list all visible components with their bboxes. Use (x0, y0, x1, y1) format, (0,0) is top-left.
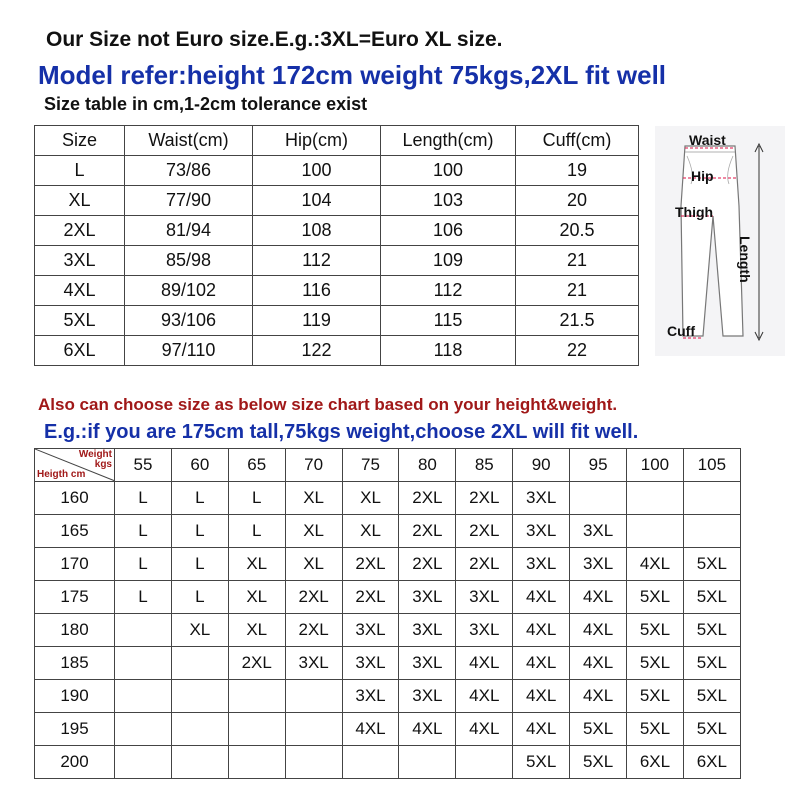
height-cell: 170 (35, 548, 115, 581)
recommended-size-cell (627, 515, 684, 548)
height-weight-body (35, 482, 741, 779)
recommended-size-cell: 5XL (627, 680, 684, 713)
recommended-size-cell: XL (285, 548, 342, 581)
size-cell: 97/110 (125, 336, 253, 366)
recommended-size-cell: 2XL (399, 548, 456, 581)
height-weight-example: E.g.:if you are 175cm tall,75kgs weight,choose 2XL will fit well. (44, 421, 639, 443)
size-row (35, 156, 639, 186)
recommended-size-cell: 3XL (570, 515, 627, 548)
recommended-size-cell: 5XL (683, 581, 740, 614)
recommended-size-cell: 2XL (342, 581, 399, 614)
recommended-size-cell (171, 647, 228, 680)
height-row (35, 713, 741, 746)
recommended-size-cell: 5XL (627, 713, 684, 746)
size-cell: 5XL (35, 306, 125, 336)
weight-header-row (35, 449, 741, 482)
recommended-size-cell (115, 614, 172, 647)
recommended-size-cell (456, 746, 513, 779)
recommended-size-cell: 3XL (570, 548, 627, 581)
height-row (35, 515, 741, 548)
size-cell: 81/94 (125, 216, 253, 246)
recommended-size-cell (115, 746, 172, 779)
weight-header-cell: 105 (683, 449, 740, 482)
recommended-size-cell (285, 746, 342, 779)
corner-cell (35, 449, 115, 482)
size-cell: 106 (381, 216, 516, 246)
recommended-size-cell (228, 746, 285, 779)
model-reference: Model refer:height 172cm weight 75kgs,2XL fit well (38, 60, 667, 90)
size-cell: 4XL (35, 276, 125, 306)
recommended-size-cell: 2XL (342, 548, 399, 581)
size-cell: 21.5 (516, 306, 639, 336)
recommended-size-cell (570, 482, 627, 515)
recommended-size-cell: XL (228, 614, 285, 647)
recommended-size-cell: XL (342, 482, 399, 515)
size-cell: 112 (253, 246, 381, 276)
recommended-size-cell: XL (342, 515, 399, 548)
recommended-size-cell: 3XL (399, 581, 456, 614)
height-cell: 195 (35, 713, 115, 746)
recommended-size-cell: 4XL (513, 614, 570, 647)
thigh-label: Thigh (675, 204, 714, 220)
recommended-size-cell: 5XL (570, 746, 627, 779)
recommended-size-cell: 5XL (627, 581, 684, 614)
height-cell: 180 (35, 614, 115, 647)
weight-header-cell: 75 (342, 449, 399, 482)
recommended-size-cell: 3XL (456, 614, 513, 647)
recommended-size-cell: 5XL (570, 713, 627, 746)
recommended-size-cell: 4XL (456, 713, 513, 746)
recommended-size-cell: L (171, 581, 228, 614)
recommended-size-cell: XL (285, 515, 342, 548)
size-table-body (35, 156, 639, 366)
recommended-size-cell: 5XL (513, 746, 570, 779)
waist-label: Waist (689, 132, 726, 148)
weight-header-cell: 70 (285, 449, 342, 482)
size-cell: 21 (516, 246, 639, 276)
size-cell: 19 (516, 156, 639, 186)
recommended-size-cell: XL (171, 614, 228, 647)
size-note: Our Size not Euro size.E.g.:3XL=Euro XL size. (46, 28, 503, 51)
pants-diagram (655, 126, 785, 356)
size-cell: 115 (381, 306, 516, 336)
size-cell: 22 (516, 336, 639, 366)
height-cell: 190 (35, 680, 115, 713)
size-cell: 20 (516, 186, 639, 216)
weight-header-cell: 95 (570, 449, 627, 482)
recommended-size-cell (171, 746, 228, 779)
recommended-size-cell: 2XL (456, 515, 513, 548)
recommended-size-cell (115, 647, 172, 680)
recommended-size-cell (285, 680, 342, 713)
recommended-size-cell (115, 680, 172, 713)
recommended-size-cell: 3XL (399, 614, 456, 647)
recommended-size-cell: 5XL (683, 614, 740, 647)
size-table-header-row (35, 126, 639, 156)
recommended-size-cell: 3XL (456, 581, 513, 614)
recommended-size-cell: 5XL (683, 713, 740, 746)
size-row (35, 276, 639, 306)
size-cell: 6XL (35, 336, 125, 366)
recommended-size-cell: 6XL (627, 746, 684, 779)
recommended-size-cell: L (171, 548, 228, 581)
size-cell: XL (35, 186, 125, 216)
recommended-size-cell: L (228, 515, 285, 548)
weight-header-cell: 65 (228, 449, 285, 482)
size-cell: 122 (253, 336, 381, 366)
recommended-size-cell: 5XL (627, 647, 684, 680)
recommended-size-cell: 5XL (683, 680, 740, 713)
size-cell: 20.5 (516, 216, 639, 246)
recommended-size-cell: 4XL (570, 680, 627, 713)
recommended-size-cell (115, 713, 172, 746)
size-row (35, 306, 639, 336)
recommended-size-cell: 4XL (342, 713, 399, 746)
height-cell: 160 (35, 482, 115, 515)
weight-header-cell: 80 (399, 449, 456, 482)
recommended-size-cell: 2XL (228, 647, 285, 680)
length-col-header: Length(cm) (381, 126, 516, 156)
recommended-size-cell: L (115, 482, 172, 515)
recommended-size-cell (171, 680, 228, 713)
recommended-size-cell: 3XL (513, 515, 570, 548)
recommended-size-cell: L (115, 515, 172, 548)
height-weight-table (34, 448, 741, 779)
recommended-size-cell: L (228, 482, 285, 515)
recommended-size-cell: 4XL (513, 647, 570, 680)
recommended-size-cell (399, 746, 456, 779)
recommended-size-cell: 3XL (342, 680, 399, 713)
recommended-size-cell (171, 713, 228, 746)
hip-label: Hip (691, 168, 714, 184)
recommended-size-cell: 3XL (513, 482, 570, 515)
recommended-size-cell (683, 482, 740, 515)
height-row (35, 614, 741, 647)
size-col-header: Size (35, 126, 125, 156)
height-row (35, 746, 741, 779)
recommended-size-cell: 3XL (342, 647, 399, 680)
hip-col-header: Hip(cm) (253, 126, 381, 156)
weight-header-cell: 60 (171, 449, 228, 482)
recommended-size-cell: 3XL (399, 647, 456, 680)
recommended-size-cell: L (115, 548, 172, 581)
size-cell: 103 (381, 186, 516, 216)
size-cell: 108 (253, 216, 381, 246)
height-axis-label: Heigth cm (37, 469, 86, 480)
recommended-size-cell: 2XL (285, 614, 342, 647)
size-row (35, 216, 639, 246)
recommended-size-cell: L (171, 515, 228, 548)
size-cell: 89/102 (125, 276, 253, 306)
weight-axis-label: Weight kgs (78, 449, 112, 470)
height-row (35, 548, 741, 581)
size-cell: 93/106 (125, 306, 253, 336)
recommended-size-cell: 4XL (513, 713, 570, 746)
size-cell: 116 (253, 276, 381, 306)
recommended-size-cell: 4XL (513, 581, 570, 614)
cuff-label: Cuff (667, 323, 695, 339)
size-row (35, 246, 639, 276)
size-cell: 100 (381, 156, 516, 186)
size-cell: 3XL (35, 246, 125, 276)
size-cell: 2XL (35, 216, 125, 246)
recommended-size-cell: 2XL (399, 482, 456, 515)
height-row (35, 581, 741, 614)
height-cell: 185 (35, 647, 115, 680)
size-cell: 100 (253, 156, 381, 186)
recommended-size-cell: 2XL (456, 482, 513, 515)
recommended-size-cell: 3XL (342, 614, 399, 647)
length-label: Length (737, 236, 753, 283)
recommended-size-cell: 5XL (627, 614, 684, 647)
height-weight-note: Also can choose size as below size chart based on your height&weight. (38, 395, 618, 414)
height-cell: 200 (35, 746, 115, 779)
height-row (35, 680, 741, 713)
recommended-size-cell (285, 713, 342, 746)
recommended-size-cell: 5XL (683, 548, 740, 581)
recommended-size-cell: 3XL (285, 647, 342, 680)
recommended-size-cell: 5XL (683, 647, 740, 680)
size-cell: 112 (381, 276, 516, 306)
recommended-size-cell: 4XL (570, 581, 627, 614)
size-cell: 21 (516, 276, 639, 306)
size-cell: L (35, 156, 125, 186)
recommended-size-cell: 4XL (570, 647, 627, 680)
recommended-size-cell: 4XL (513, 680, 570, 713)
size-cell: 109 (381, 246, 516, 276)
recommended-size-cell (228, 680, 285, 713)
recommended-size-cell: 4XL (627, 548, 684, 581)
recommended-size-cell (683, 515, 740, 548)
weight-header-cell: 55 (115, 449, 172, 482)
size-row (35, 336, 639, 366)
recommended-size-cell: 3XL (399, 680, 456, 713)
height-row (35, 647, 741, 680)
size-cell: 77/90 (125, 186, 253, 216)
recommended-size-cell: L (171, 482, 228, 515)
recommended-size-cell: XL (285, 482, 342, 515)
size-cell: 73/86 (125, 156, 253, 186)
height-row (35, 482, 741, 515)
size-row (35, 186, 639, 216)
weight-header-cell: 100 (627, 449, 684, 482)
height-cell: 175 (35, 581, 115, 614)
size-cell: 104 (253, 186, 381, 216)
size-table (34, 125, 639, 366)
recommended-size-cell: 2XL (399, 515, 456, 548)
recommended-size-cell: L (115, 581, 172, 614)
size-cell: 85/98 (125, 246, 253, 276)
recommended-size-cell (228, 713, 285, 746)
recommended-size-cell: 4XL (570, 614, 627, 647)
tolerance-note: Size table in cm,1-2cm tolerance exist (44, 94, 368, 114)
weight-header-cell: 85 (456, 449, 513, 482)
waist-col-header: Waist(cm) (125, 126, 253, 156)
recommended-size-cell: XL (228, 581, 285, 614)
recommended-size-cell: 4XL (456, 680, 513, 713)
recommended-size-cell: 3XL (513, 548, 570, 581)
recommended-size-cell: XL (228, 548, 285, 581)
recommended-size-cell: 2XL (456, 548, 513, 581)
recommended-size-cell: 4XL (399, 713, 456, 746)
weight-header-cell: 90 (513, 449, 570, 482)
recommended-size-cell: 6XL (683, 746, 740, 779)
recommended-size-cell: 4XL (456, 647, 513, 680)
size-cell: 119 (253, 306, 381, 336)
size-cell: 118 (381, 336, 516, 366)
cuff-col-header: Cuff(cm) (516, 126, 639, 156)
recommended-size-cell (342, 746, 399, 779)
recommended-size-cell: 2XL (285, 581, 342, 614)
pants-illustration (655, 126, 785, 356)
height-cell: 165 (35, 515, 115, 548)
recommended-size-cell (627, 482, 684, 515)
